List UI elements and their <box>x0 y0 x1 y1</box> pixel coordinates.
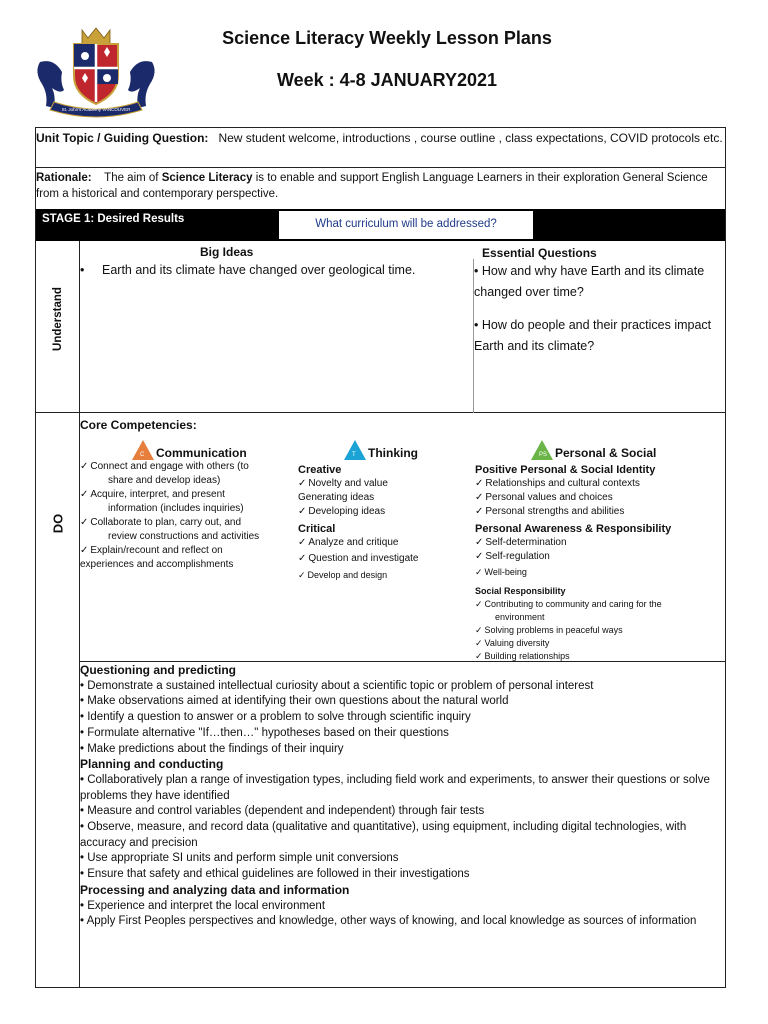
do-item: • Use appropriate SI units and perform simple unit conversions <box>80 852 399 865</box>
creative-heading: Creative <box>298 464 342 476</box>
competency-item: ✓ Connect and engage with others (to <box>80 460 280 474</box>
do-item: • Formulate alternative "If…then…" hypotheses based on their questions <box>80 726 449 739</box>
competency-item: Generating ideas <box>298 492 375 503</box>
communication-title: C Communication <box>80 436 280 460</box>
competency-item: ✓ Develop and design <box>298 569 468 582</box>
understand-label: Understand <box>52 287 64 351</box>
communication-icon: C <box>132 440 154 460</box>
competency-item: ✓ Self-regulation <box>475 550 725 564</box>
personal-social-title: PS Personal & Social <box>475 436 725 460</box>
lesson-plan-table <box>35 127 726 988</box>
core-competencies-heading: Core Competencies: <box>80 418 197 432</box>
competency-item: ✓ Novelty and value <box>298 477 468 491</box>
page-title: Science Literacy Weekly Lesson Plans <box>222 28 552 48</box>
do-section <box>80 663 725 930</box>
rationale-pre: The aim of <box>104 172 159 184</box>
unit-topic-text: New student welcome, introductions , course outline , class expectations, COVID protocols etc. <box>218 131 723 145</box>
competency-item: ✓ Analyze and critique <box>298 536 468 550</box>
do-item: • Experience and interpret the local environment <box>80 899 326 912</box>
thinking-column <box>298 436 468 582</box>
competency-item: ✓ Collaborate to plan, carry out, and <box>80 516 280 530</box>
questioning-heading: Questioning and predicting <box>80 663 236 677</box>
do-item: • Identify a question to answer or a problem to solve through scientific inquiry <box>80 711 471 724</box>
processing-heading: Processing and analyzing data and information <box>80 882 350 897</box>
thinking-icon: T <box>344 440 366 460</box>
competency-item: ✓ Personal values and choices <box>475 491 725 505</box>
personal-social-column <box>475 436 725 662</box>
competency-item: ✓ Contributing to community and caring for the <box>475 598 725 611</box>
unit-topic-label: Unit Topic / Guiding Question: <box>36 131 209 145</box>
rationale-row <box>36 168 725 208</box>
competency-item-cont: environment <box>495 612 545 622</box>
competency-item-cont: experiences and accomplishments <box>80 559 234 570</box>
do-item: • Make predictions about the findings of their inquiry <box>80 742 344 755</box>
do-item: • Measure and control variables (dependent and independent) through fair tests <box>80 805 485 818</box>
competency-item: ✓ Self-determination <box>475 536 725 550</box>
big-idea-text: Earth and its climate have changed over geological time. <box>102 263 416 277</box>
curriculum-box: What curriculum will be addressed? <box>279 211 533 239</box>
competency-item: ✓ Acquire, interpret, and present <box>80 488 280 502</box>
school-crest-logo <box>34 22 158 118</box>
core-competencies-section <box>80 414 725 662</box>
stage-bar <box>36 209 725 241</box>
essential-question-1: • How and why have Earth and its climate changed over time? <box>474 264 705 299</box>
do-item: • Ensure that safety and ethical guidelines are followed in their investigations <box>80 868 470 881</box>
competency-item: ✓ Well-being <box>475 566 725 579</box>
critical-heading: Critical <box>298 523 336 535</box>
do-label: DO <box>50 513 66 534</box>
competency-item-cont: information (includes inquiries) <box>108 503 244 514</box>
awareness-heading: Personal Awareness & Responsibility <box>475 523 672 535</box>
do-item: • Apply First Peoples perspectives and knowledge, other ways of knowing, and local knowledge as sources of information <box>80 915 697 928</box>
competency-item: ✓ Developing ideas <box>298 505 468 519</box>
competency-item-cont: share and develop ideas) <box>108 475 221 486</box>
crest-text: St. John's Academy VANCOUVER <box>61 107 131 112</box>
thinking-title: T Thinking <box>298 436 468 460</box>
social-responsibility-heading: Social Responsibility <box>475 586 566 596</box>
competency-item: ✓ Valuing diversity <box>475 637 725 650</box>
competency-item: ✓ Solving problems in peaceful ways <box>475 624 725 637</box>
rationale-course: Science Literacy <box>161 172 253 184</box>
competency-item: ✓ Building relationships <box>475 650 725 662</box>
communication-column <box>80 436 280 572</box>
competency-item: ✓ Question and investigate <box>298 552 468 566</box>
do-item: • Demonstrate a sustained intellectual curiosity about a scientific topic or problem of personal interest <box>80 679 594 692</box>
personal-social-icon: PS <box>531 440 553 460</box>
do-item: • Make observations aimed at identifying their own questions about the natural world <box>80 695 509 708</box>
essential-question-2: • How do people and their practices impact Earth and its climate? <box>474 318 712 353</box>
do-item: • Collaboratively plan a range of investigation types, including field work and experiments, to answer their questions or solve problems they have identified <box>80 773 710 802</box>
rationale-label: Rationale: <box>36 172 92 184</box>
planning-heading: Planning and conducting <box>80 757 224 772</box>
competency-item-cont: review constructions and activities <box>108 531 260 542</box>
bullet: • <box>80 263 85 277</box>
competency-item: ✓ Relationships and cultural contexts <box>475 477 725 491</box>
competency-item: ✓ Personal strengths and abilities <box>475 505 725 519</box>
essential-questions-heading: Essential Questions <box>482 246 597 260</box>
big-ideas-heading: Big Ideas <box>200 245 254 259</box>
identity-heading: Positive Personal & Social Identity <box>475 464 656 476</box>
big-idea-item <box>80 263 470 277</box>
unit-topic-row <box>36 128 725 168</box>
competency-item: ✓ Explain/recount and reflect on <box>80 544 280 558</box>
do-item: • Observe, measure, and record data (qualitative and quantitative), using equipment, including digital technologies, with accuracy and precision <box>80 821 687 849</box>
week-heading: Week : 4-8 JANUARY2021 <box>276 70 498 90</box>
stage-label: STAGE 1: Desired Results <box>42 213 185 225</box>
rationale-post: is to enable and support English Language Learners in their exploration General Science from a historical and contemporary perspective. <box>36 172 708 200</box>
essential-questions <box>474 261 724 357</box>
